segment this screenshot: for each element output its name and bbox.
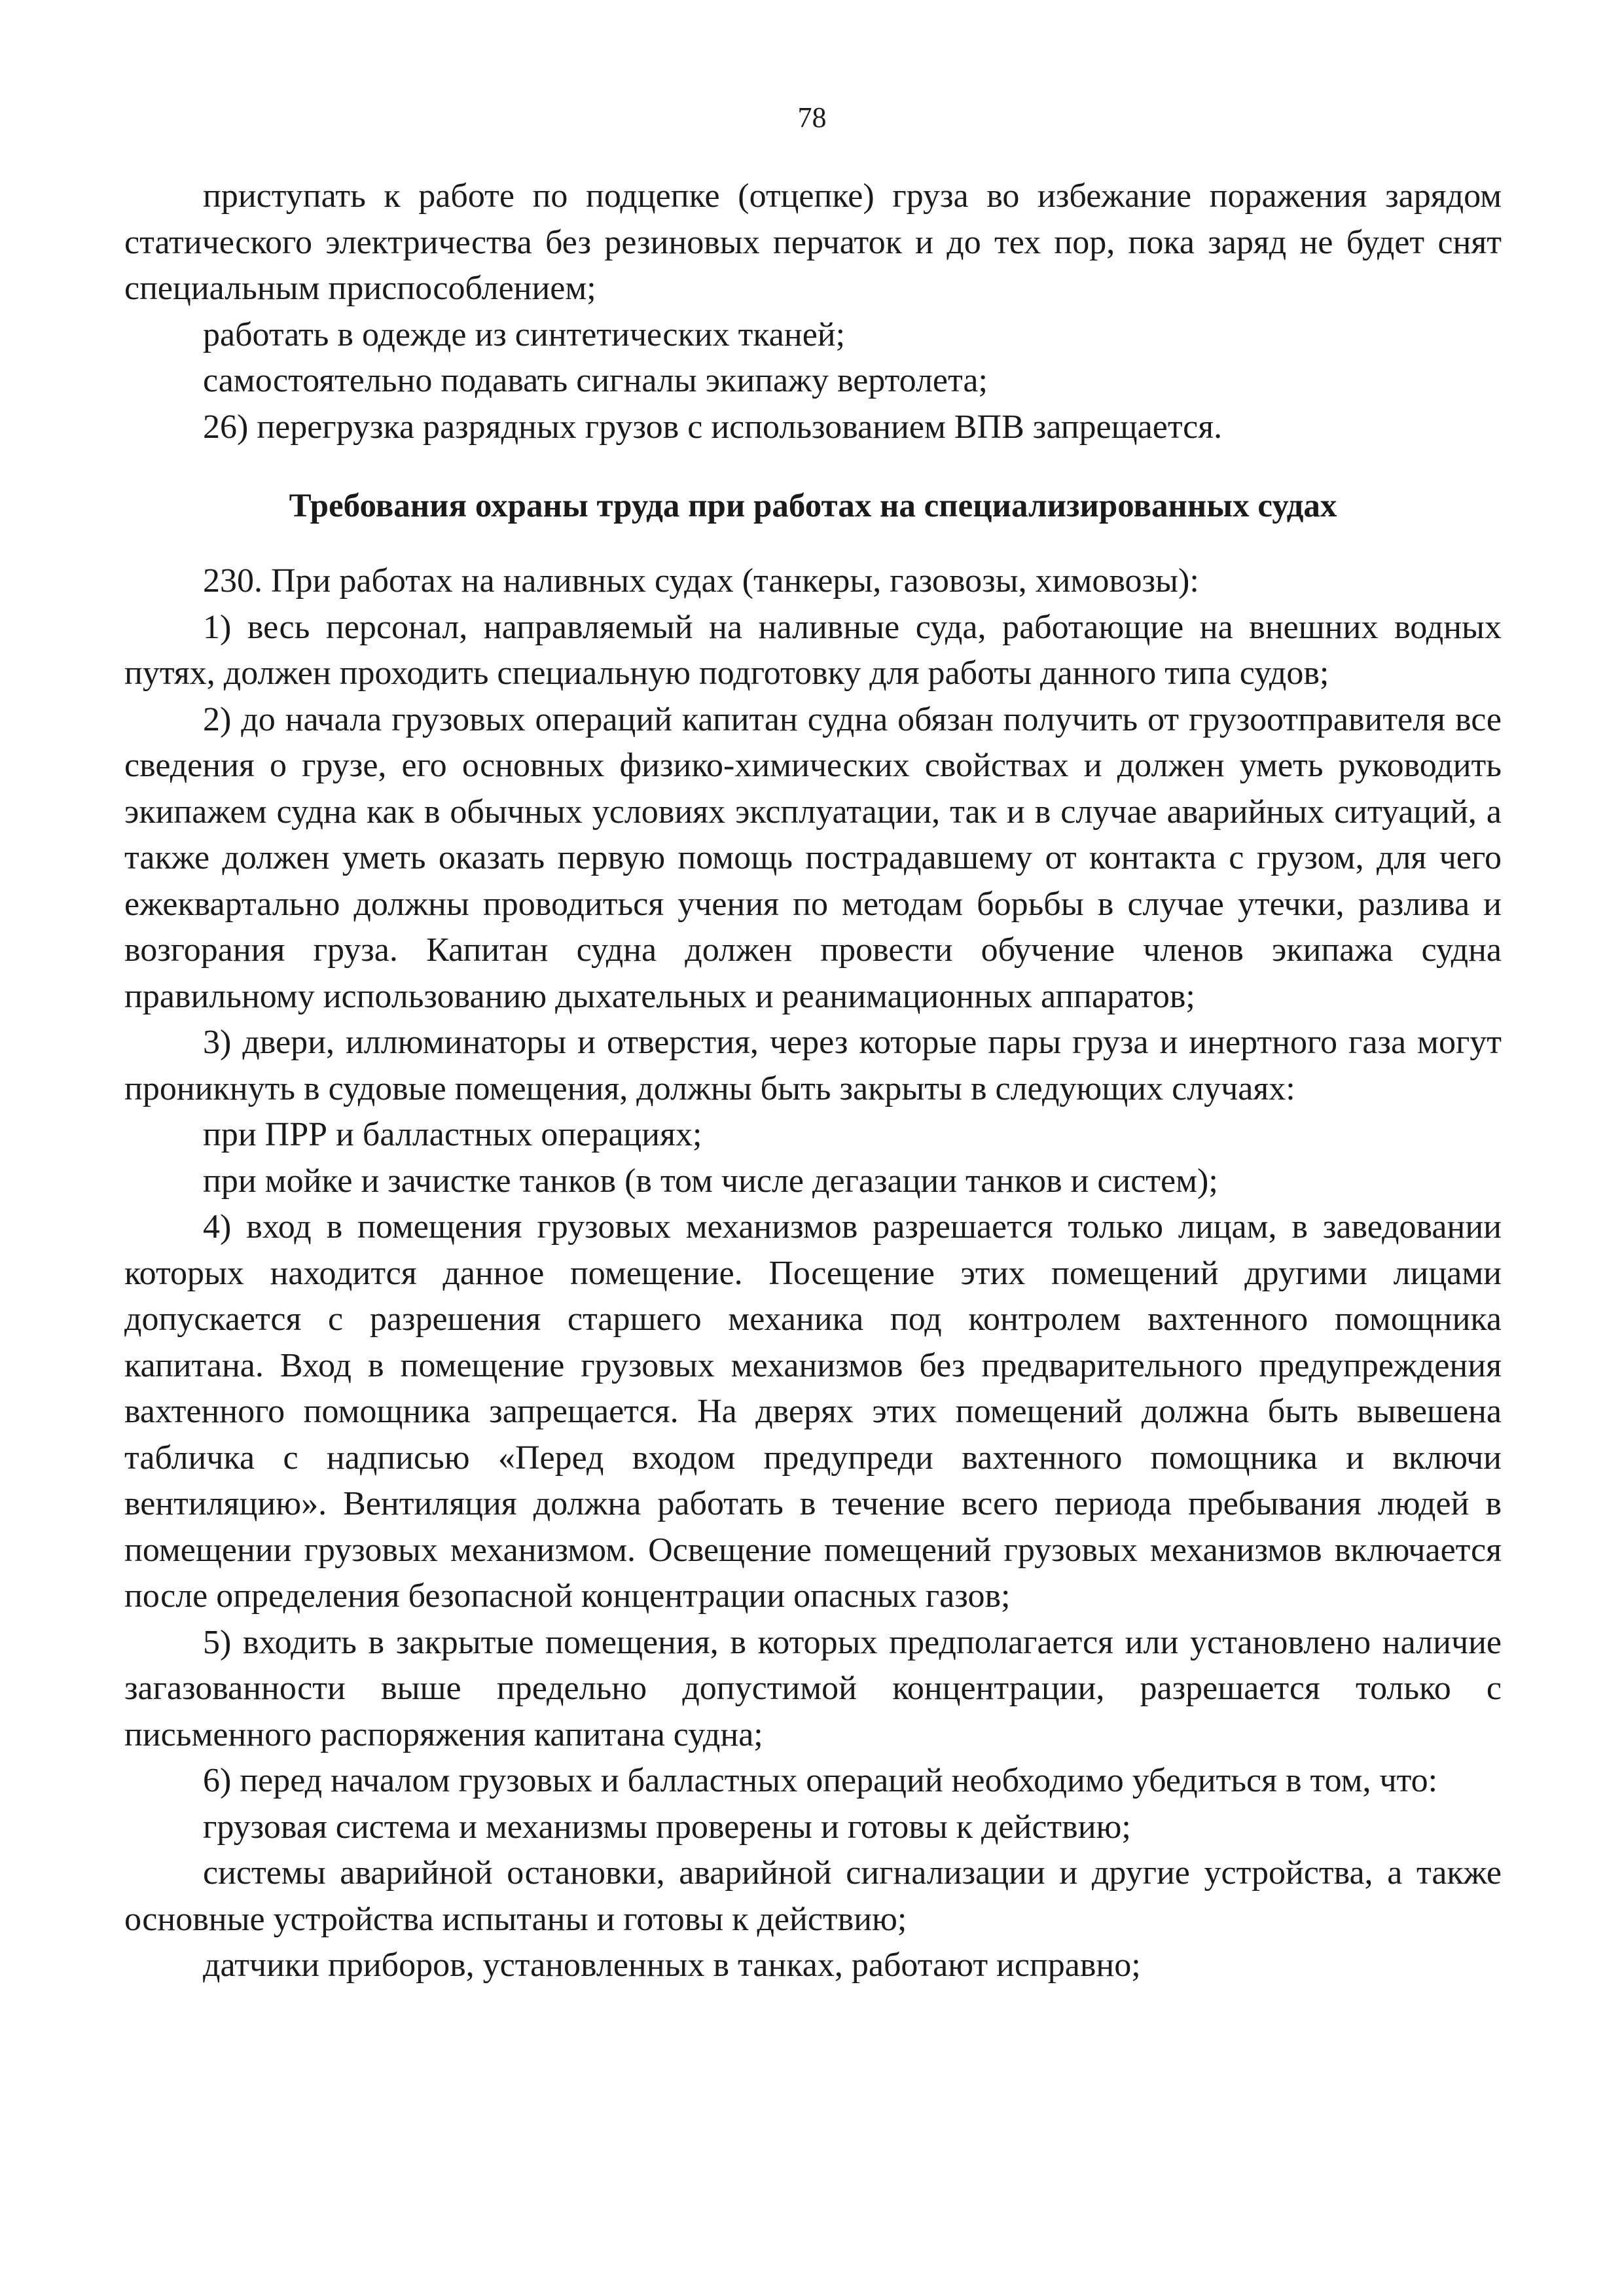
list-item: 1) весь персонал, направляемый на наливные суда, работающие на внешних водных путях, должен проходить специальную подготовку для работы данного типа судов; <box>124 608 1502 692</box>
paragraph: 230. При работах на наливных судах (танкеры, газовозы, химовозы): <box>203 562 1199 600</box>
list-item: 2) до начала грузовых операций капитан судна обязан получить от грузоотправителя все сведения о грузе, его основных физико-химических свойствах и должен уметь руководить экипажем судна как в обычных условиях эксплуатации, так и в случае аварийных ситуаций, а также должен уметь оказать первую помощь пострадавшему от контакта с грузом, для чего ежеквартально должны проводиться учения по методам борьбы в случае утечки, разлива и возгорания груза. Капитан судна должен провести обучение членов экипажа судна правильному использованию дыхательных и реанимационных аппаратов; <box>124 700 1502 1015</box>
document-body <box>124 173 1502 1989</box>
paragraph: самостоятельно подавать сигналы экипажу вертолета; <box>203 362 988 399</box>
paragraph: работать в одежде из синтетических тканей; <box>203 315 846 353</box>
list-item: 3) двери, иллюминаторы и отверстия, через которые пары груза и инертного газа могут проникнуть в судовые помещения, должны быть закрыты в следующих случаях: <box>124 1024 1502 1107</box>
list-item: 5) входить в закрытые помещения, в которых предполагается или установлено наличие загазованности выше предельно допустимой концентрации, разрешается только с письменного распоряжения капитана судна; <box>124 1623 1502 1753</box>
sub-item: грузовая система и механизмы проверены и готовы к действию; <box>203 1808 1131 1846</box>
sub-item: системы аварийной остановки, аварийной сигнализации и другие устройства, а также основные устройства испытаны и готовы к действию; <box>124 1854 1502 1938</box>
paragraph: 26) перегрузка разрядных грузов с использованием ВПВ запрещается. <box>203 408 1223 446</box>
list-item: 6) перед началом грузовых и балластных операций необходимо убедиться в том, что: <box>203 1762 1438 1799</box>
section-heading: Требования охраны труда при работах на специализированных судах <box>289 488 1337 524</box>
sub-item: при мойке и зачистке танков (в том числе дегазации танков и систем); <box>203 1162 1218 1200</box>
page-number: 78 <box>797 101 827 134</box>
paragraph: приступать к работе по подцепке (отцепке) груза во избежание поражения зарядом статического электричества без резиновых перчаток и до тех пор, пока заряд не будет снят специальным приспособлением; <box>124 177 1502 307</box>
sub-item: датчики приборов, установленных в танках, работают исправно; <box>203 1946 1141 1984</box>
sub-item: при ПРР и балластных операциях; <box>203 1116 702 1153</box>
list-item: 4) вход в помещения грузовых механизмов разрешается только лицам, в заведовании которых находится данное помещение. Посещение этих помещений другими лицами допускается с разрешения старшего механика под контролем вахтенного помощника капитана. Вход в помещение грузовых механизмов без предварительного предупреждения вахтенного помощника запрещается. На дверях этих помещений должна быть вывешена табличка с надписью «Перед входом предупреди вахтенного помощника и включи вентиляцию». Вентиляция должна работать в течение всего периода пребывания людей в помещении грузовых механизмом. Освещение помещений грузовых механизмов включается после определения безопасной концентрации опасных газов; <box>124 1208 1502 1615</box>
